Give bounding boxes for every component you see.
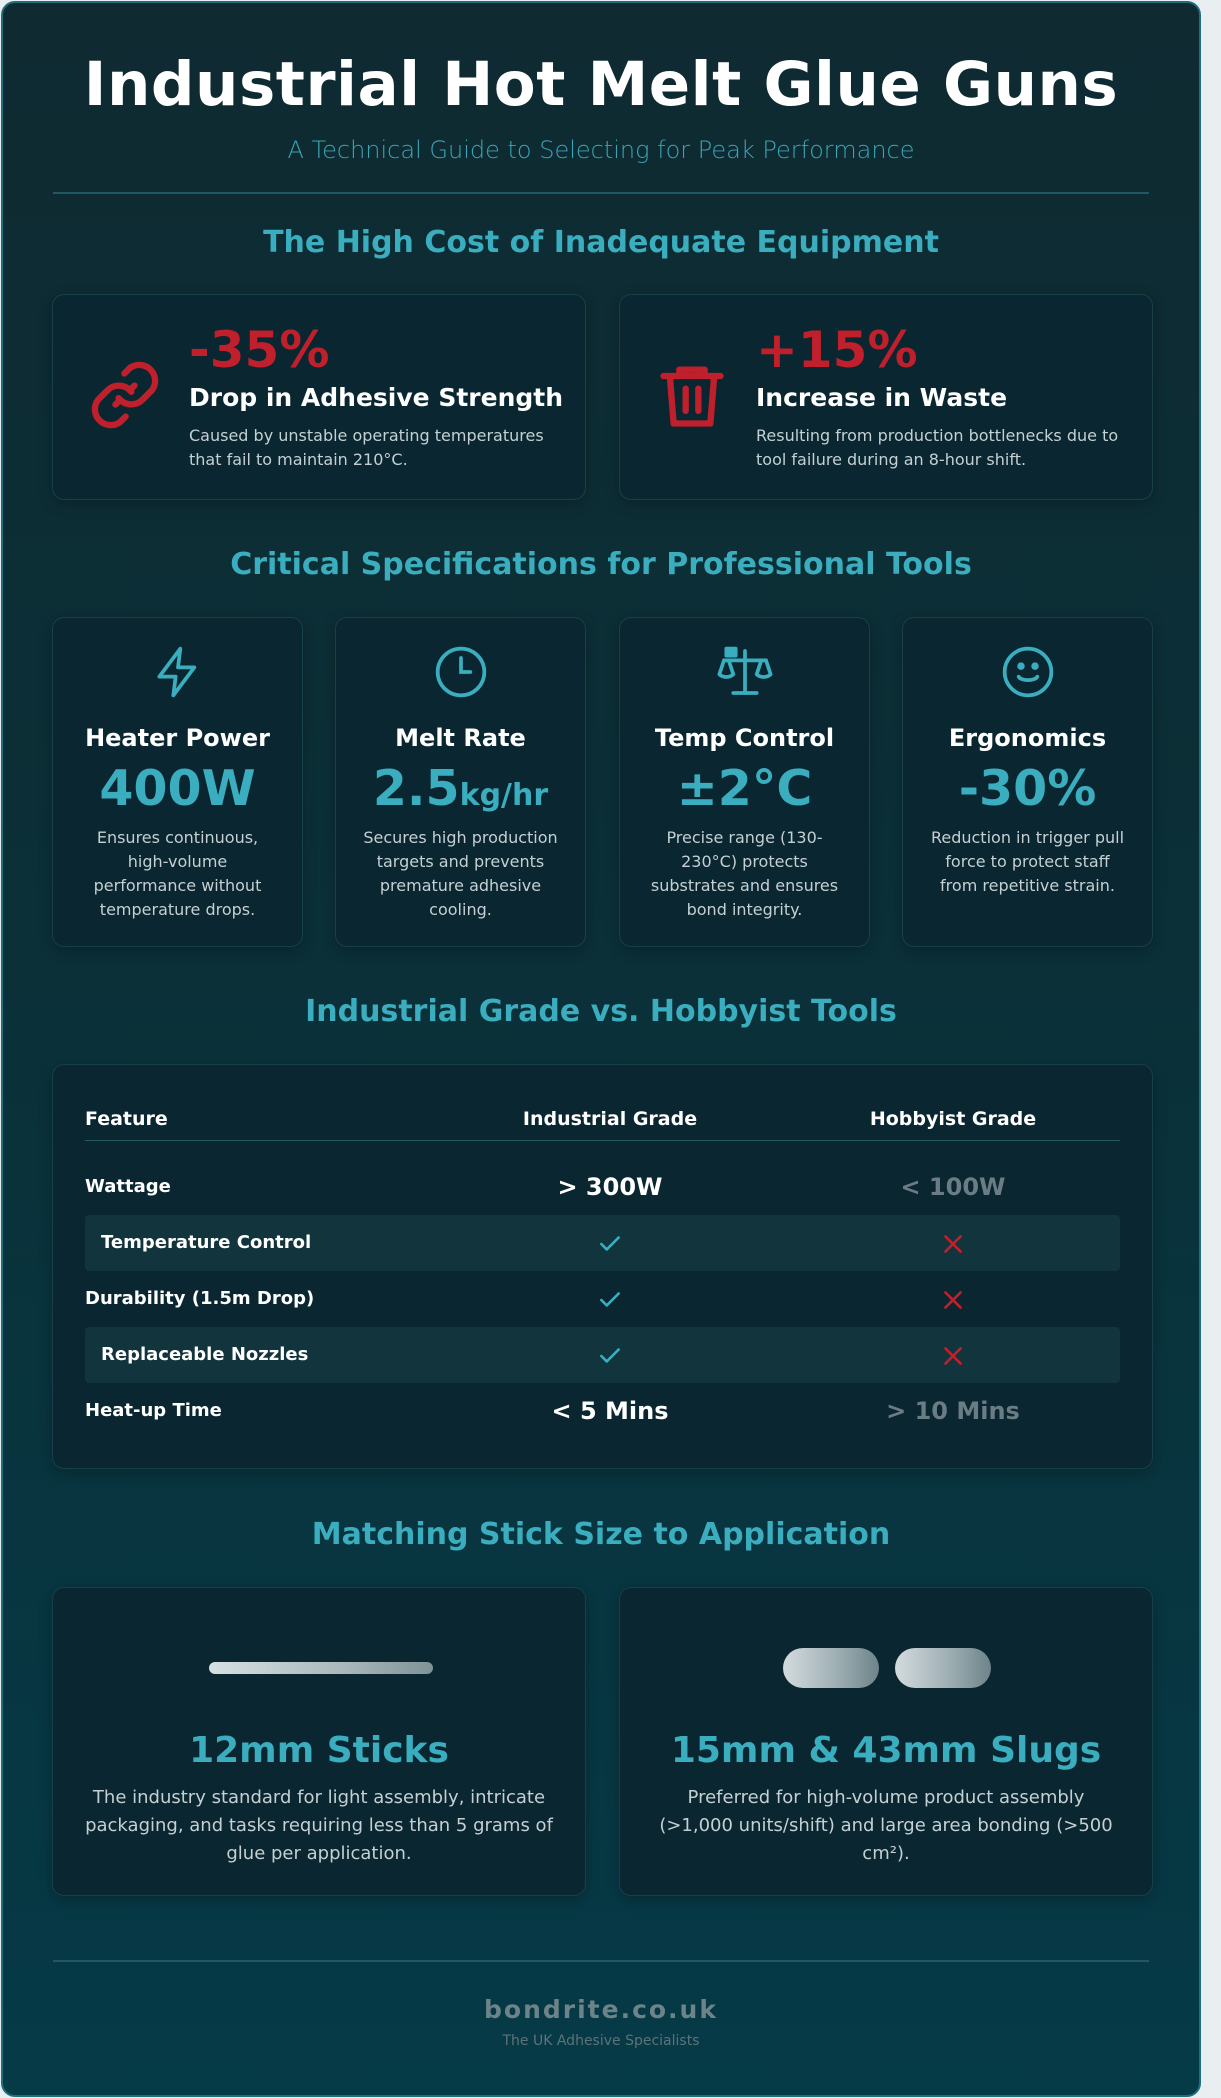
table-row bbox=[85, 1271, 1120, 1327]
stick-card-slugs bbox=[619, 1587, 1153, 1896]
checkmark-icon bbox=[597, 1287, 623, 1313]
checkmark-icon bbox=[597, 1231, 623, 1257]
spec-value-number: -30% bbox=[958, 760, 1097, 817]
spec-card-temp-control bbox=[619, 617, 870, 947]
row-hobbyist bbox=[785, 1215, 1121, 1271]
cost-label-strength: Drop in Adhesive Strength bbox=[189, 383, 564, 412]
spec-label-temp-control: Temp Control bbox=[654, 724, 835, 752]
page-subtitle: A Technical Guide to Selecting for Peak Performance bbox=[287, 136, 915, 164]
lightning-icon bbox=[150, 644, 206, 700]
header-industrial: Industrial Grade bbox=[522, 1108, 698, 1130]
cross-icon bbox=[940, 1231, 966, 1257]
comparison-section-title: Industrial Grade vs. Hobbyist Tools bbox=[305, 994, 897, 1029]
spec-label-ergonomics: Ergonomics bbox=[948, 724, 1107, 752]
table-row bbox=[85, 1383, 1120, 1439]
row-hobbyist bbox=[785, 1271, 1121, 1327]
table-row bbox=[85, 1327, 1120, 1383]
table-row bbox=[85, 1159, 1120, 1215]
spec-desc-temp-control: Precise range (130-230°C) protects substrates and ensures bond integrity. bbox=[650, 827, 839, 919]
glue-stick-graphic bbox=[209, 1662, 433, 1674]
row-feature: Wattage bbox=[85, 1176, 171, 1197]
spec-value-unit: kg/hr bbox=[459, 778, 549, 813]
cost-section-title: The High Cost of Inadequate Equipment bbox=[263, 225, 939, 260]
trash-icon bbox=[654, 357, 730, 433]
broken-link-icon bbox=[87, 357, 163, 433]
glue-slug-graphic bbox=[783, 1648, 879, 1688]
stick-desc-slugs: Preferred for high-volume product assembly (>1,000 units/shift) and large area bonding (>500 cm²). bbox=[659, 1787, 1113, 1864]
clock-icon bbox=[433, 644, 489, 700]
row-industrial bbox=[435, 1327, 785, 1383]
cost-card-waste bbox=[619, 294, 1153, 500]
spec-value-heater bbox=[53, 762, 302, 816]
spec-value-temp-control bbox=[620, 762, 869, 816]
cost-card-strength bbox=[52, 294, 586, 500]
cost-desc-strength: Caused by unstable operating temperatures that fail to maintain 210°C. bbox=[189, 426, 544, 469]
row-feature: Temperature Control bbox=[101, 1232, 312, 1253]
row-feature: Heat-up Time bbox=[85, 1400, 222, 1421]
sticks-section-title: Matching Stick Size to Application bbox=[311, 1517, 891, 1552]
spec-label-heater: Heater Power bbox=[85, 724, 270, 752]
stick-desc-12mm: The industry standard for light assembly, intricate packaging, and tasks requiring less than 5 grams of glue per application. bbox=[85, 1787, 553, 1864]
row-feature: Durability (1.5m Drop) bbox=[85, 1288, 315, 1309]
stick-card-12mm bbox=[52, 1587, 586, 1896]
row-industrial: > 300W bbox=[557, 1173, 663, 1201]
row-feature: Replaceable Nozzles bbox=[101, 1344, 309, 1365]
row-industrial: < 5 Mins bbox=[551, 1397, 669, 1425]
spec-desc-ergonomics: Reduction in trigger pull force to protect staff from repetitive strain. bbox=[930, 827, 1125, 895]
spec-card-heater bbox=[52, 617, 303, 947]
header-divider bbox=[53, 192, 1149, 194]
spec-value-melt-rate bbox=[336, 762, 585, 816]
spec-value-number: 400W bbox=[99, 760, 256, 817]
table-header bbox=[85, 1099, 1120, 1139]
glue-slug-graphic bbox=[895, 1648, 991, 1688]
stick-title-12mm: 12mm Sticks bbox=[189, 1730, 449, 1771]
table-row bbox=[85, 1215, 1120, 1271]
spec-label-melt-rate: Melt Rate bbox=[395, 724, 526, 752]
spec-desc-melt-rate: Secures high production targets and prevents premature adhesive cooling. bbox=[363, 827, 558, 919]
header-feature: Feature bbox=[85, 1108, 168, 1130]
smiley-icon bbox=[1000, 644, 1056, 700]
header bbox=[3, 3, 1199, 164]
spec-value-ergonomics bbox=[903, 762, 1152, 816]
spec-card-ergonomics bbox=[902, 617, 1153, 947]
checkmark-icon bbox=[597, 1343, 623, 1369]
cost-desc-waste: Resulting from production bottlenecks due to tool failure during an 8-hour shift. bbox=[756, 426, 1119, 469]
cross-icon bbox=[940, 1287, 966, 1313]
cost-stat-strength: -35% bbox=[189, 321, 330, 379]
footer-divider bbox=[53, 1960, 1149, 1962]
row-hobbyist: > 10 Mins bbox=[886, 1397, 1020, 1425]
table-divider bbox=[85, 1140, 1120, 1141]
page-title: Industrial Hot Melt Glue Guns bbox=[83, 49, 1119, 120]
footer-domain: bondrite.co.uk bbox=[484, 1995, 718, 2024]
comparison-table bbox=[52, 1064, 1153, 1469]
spec-desc-heater: Ensures continuous, high-volume performance without temperature drops. bbox=[93, 827, 262, 919]
row-hobbyist: < 100W bbox=[900, 1173, 1006, 1201]
spec-card-melt-rate bbox=[335, 617, 586, 947]
spec-value-number: ±2°C bbox=[676, 760, 813, 817]
infographic-page bbox=[1, 1, 1201, 2097]
footer-tagline: The UK Adhesive Specialists bbox=[502, 2033, 700, 2049]
row-hobbyist bbox=[785, 1327, 1121, 1383]
specs-section-title: Critical Specifications for Professional Tools bbox=[230, 547, 972, 582]
stick-title-slugs: 15mm & 43mm Slugs bbox=[670, 1730, 1102, 1771]
spec-value-number: 2.5 bbox=[372, 760, 460, 817]
row-industrial bbox=[435, 1271, 785, 1327]
cost-label-waste: Increase in Waste bbox=[756, 383, 1008, 412]
row-industrial bbox=[435, 1215, 785, 1271]
cost-stat-waste: +15% bbox=[756, 321, 918, 379]
cross-icon bbox=[940, 1343, 966, 1369]
balance-icon bbox=[717, 644, 773, 700]
header-hobbyist: Hobbyist Grade bbox=[869, 1108, 1037, 1130]
